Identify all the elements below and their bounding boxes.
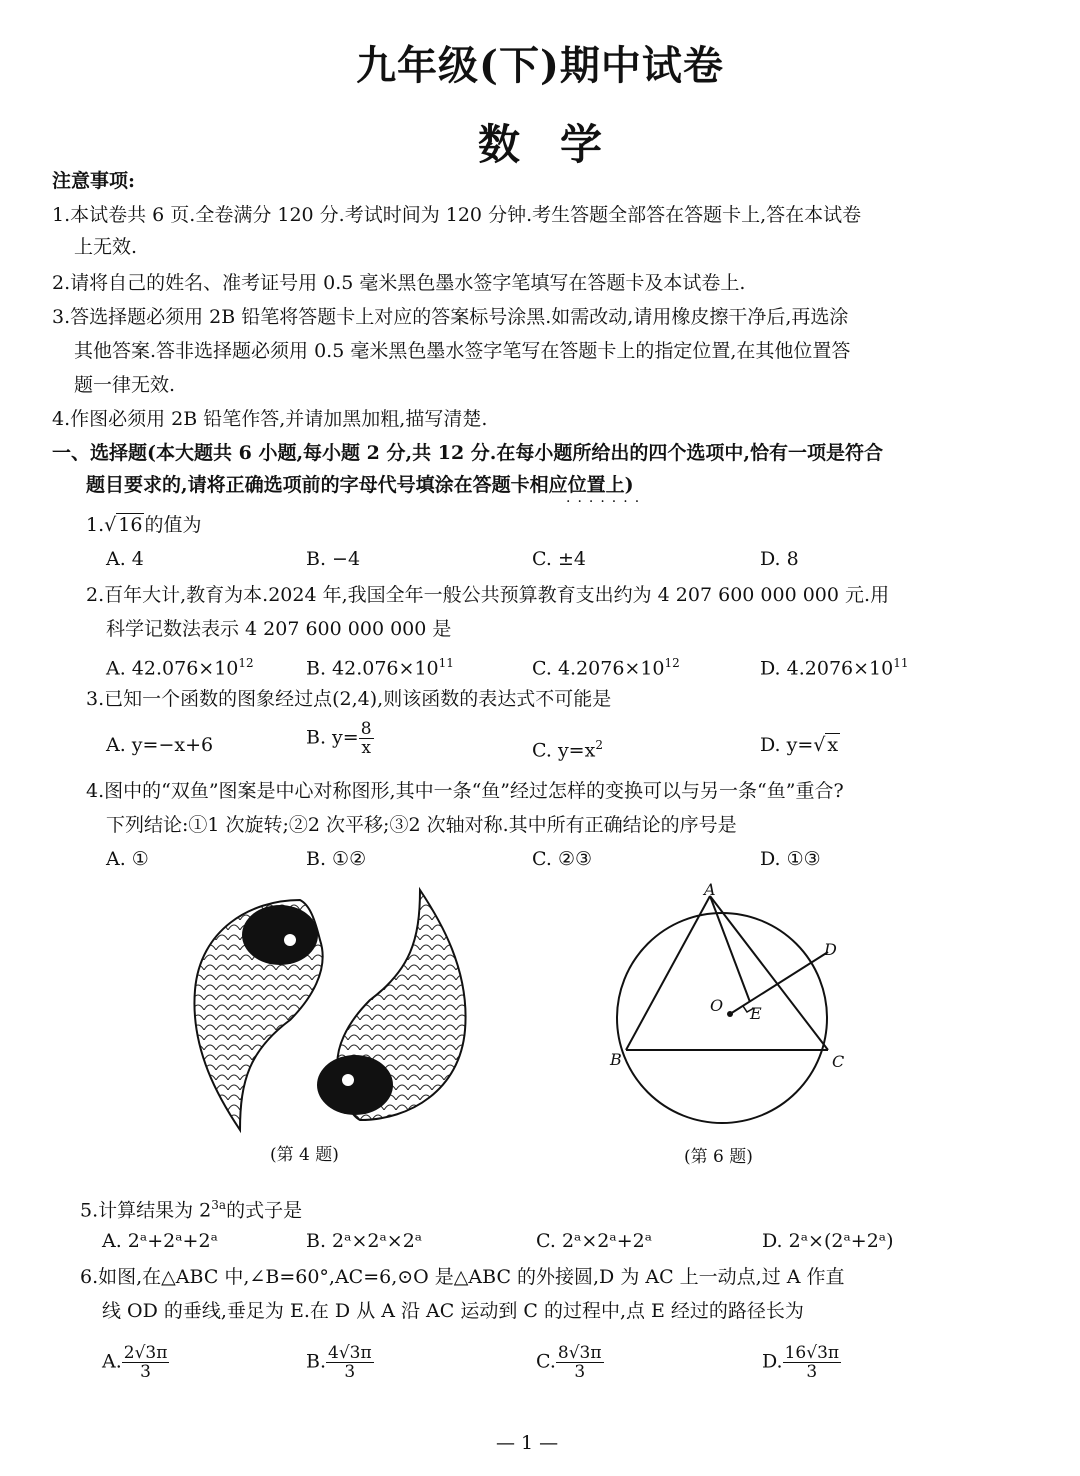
exam-title: 九年级(下)期中试卷 bbox=[356, 42, 724, 89]
fish-eye-upper bbox=[284, 934, 296, 946]
circle-triangle-figure bbox=[600, 880, 860, 1140]
q4-option-d: D. ①③ bbox=[760, 848, 821, 870]
segment-ac bbox=[710, 896, 828, 1050]
q3-option-b: B. y= $\frac{8}{x}$ bbox=[306, 719, 372, 758]
note-line: 上无效. bbox=[74, 236, 138, 258]
q2-option-a: A. $42.076\times 10^{12}$ bbox=[106, 656, 254, 680]
q1-option-b: B. −4 bbox=[306, 548, 361, 570]
q2-option-c: C. $4.2076\times 10^{12}$ bbox=[532, 656, 680, 680]
figure6-caption: (第 6 题) bbox=[684, 1147, 753, 1167]
q3-option-d: D. y=√ x bbox=[760, 734, 839, 756]
q1-option-d: D. 8 bbox=[760, 548, 799, 570]
label-e: E bbox=[750, 1004, 762, 1023]
q5-option-b: B. 2ᵃ×2ᵃ×2ᵃ bbox=[306, 1230, 423, 1252]
q6-stem: 6.如图,在△ABC 中,∠B=60°,AC=6,⊙O 是△ABC 的外接圆,D 为 AC 上一动点,过 A 作直 bbox=[80, 1266, 845, 1288]
double-fish-figure bbox=[180, 880, 480, 1140]
label-c: C bbox=[832, 1052, 845, 1071]
fish-eye-lower bbox=[342, 1074, 354, 1086]
q3-option-c: C. $y=x^2$ bbox=[532, 738, 603, 762]
q2-option-d: D. $4.2076\times 10^{11}$ bbox=[760, 656, 909, 680]
q4-option-b: B. ①② bbox=[306, 848, 367, 870]
q1-option-a: A. 4 bbox=[106, 548, 144, 570]
q3-option-a: A. y=−x+6 bbox=[106, 734, 214, 756]
note-line: 2.请将自己的姓名、准考证号用 0.5 毫米黑色墨水签字笔填写在答题卡及本试卷上. bbox=[52, 272, 746, 294]
subject-title: 数学 bbox=[477, 120, 642, 169]
notes-heading: 注意事项: bbox=[52, 170, 136, 192]
q6-option-a: A. $\frac{2√3\pi}{3}$ bbox=[102, 1343, 168, 1382]
q5-option-c: C. 2ᵃ×2ᵃ+2ᵃ bbox=[536, 1230, 653, 1252]
note-line: 1.本试卷共 6 页.全卷满分 120 分.考试时间为 120 分钟.考生答题全部答在答题卡上,答在本试卷 bbox=[52, 204, 862, 226]
q4-stem: 4.图中的“双鱼”图案是中心对称图形,其中一条“鱼”经过怎样的变换可以与另一条“鱼”重合? bbox=[86, 780, 844, 802]
q3-stem: 3.已知一个函数的图象经过点(2,4),则该函数的表达式不可能是 bbox=[86, 688, 612, 710]
section-heading-cont: 题目要求的,请将正确选项前的字母代号填涂在答题卡相应位置上) bbox=[86, 474, 634, 496]
q6-stem-cont: 线 OD 的垂线,垂足为 E.在 D 从 A 沿 AC 运动到 C 的过程中,点 E 经过的路径长为 bbox=[102, 1300, 804, 1322]
label-a: A bbox=[704, 880, 716, 899]
label-o: O bbox=[710, 996, 724, 1015]
note-line: 题一律无效. bbox=[74, 374, 176, 396]
fish-head-lower bbox=[317, 1055, 393, 1115]
q2-stem: 2.百年大计,教育为本.2024 年,我国全年一般公共预算教育支出约为 4 207 600 000 000 元.用 bbox=[86, 584, 890, 606]
q5-option-a: A. 2ᵃ+2ᵃ+2ᵃ bbox=[102, 1230, 218, 1252]
segment-od bbox=[730, 952, 828, 1014]
q5-option-d: D. 2ᵃ×(2ᵃ+2ᵃ) bbox=[762, 1230, 894, 1252]
page-number: — 1 — bbox=[496, 1432, 559, 1454]
q5-stem: 5.计算结果为 $2^{3a}$的式子是 bbox=[80, 1198, 303, 1222]
segment-ae bbox=[710, 896, 750, 1002]
note-line: 4.作图必须用 2B 铅笔作答,并请加黑加粗,描写清楚. bbox=[52, 408, 488, 430]
q6-option-c: C. $\frac{8√3\pi}{3}$ bbox=[536, 1343, 602, 1382]
section-heading: 一、选择题(本大题共 6 小题,每小题 2 分,共 12 分.在每小题所给出的四个选项中,恰有一项是符合 bbox=[52, 442, 884, 464]
q4-option-a: A. ① bbox=[106, 848, 149, 870]
q6-option-b: B. $\frac{4√3\pi}{3}$ bbox=[306, 1343, 372, 1382]
q4-stem-cont: 下列结论:①1 次旋转;②2 次平移;③2 次轴对称.其中所有正确结论的序号是 bbox=[106, 814, 737, 836]
figure4-caption: (第 4 题) bbox=[270, 1145, 339, 1165]
q2-option-b: B. $42.076\times 10^{11}$ bbox=[306, 656, 454, 680]
label-b: B bbox=[610, 1050, 622, 1069]
q1-stem: 1.√ 16 的值为 bbox=[86, 514, 202, 536]
q4-option-c: C. ②③ bbox=[532, 848, 593, 870]
q6-option-d: D. $\frac{16√3\pi}{3}$ bbox=[762, 1343, 840, 1382]
center-o bbox=[727, 1011, 733, 1017]
circumcircle bbox=[617, 913, 827, 1123]
note-line: 其他答案.答非选择题必须用 0.5 毫米黑色墨水签字笔写在答题卡上的指定位置,在其他位置答 bbox=[74, 340, 851, 362]
segment-ab bbox=[626, 896, 710, 1050]
q1-option-c: C. ±4 bbox=[532, 548, 586, 570]
label-d: D bbox=[824, 940, 837, 959]
emphasis-dots: ······· bbox=[566, 494, 647, 510]
fish-head-upper bbox=[242, 905, 318, 965]
note-line: 3.答选择题必须用 2B 铅笔将答题卡上对应的答案标号涂黑.如需改动,请用橡皮擦干净后,再选涂 bbox=[52, 306, 849, 328]
q2-stem-cont: 科学记数法表示 4 207 600 000 000 是 bbox=[106, 618, 452, 640]
